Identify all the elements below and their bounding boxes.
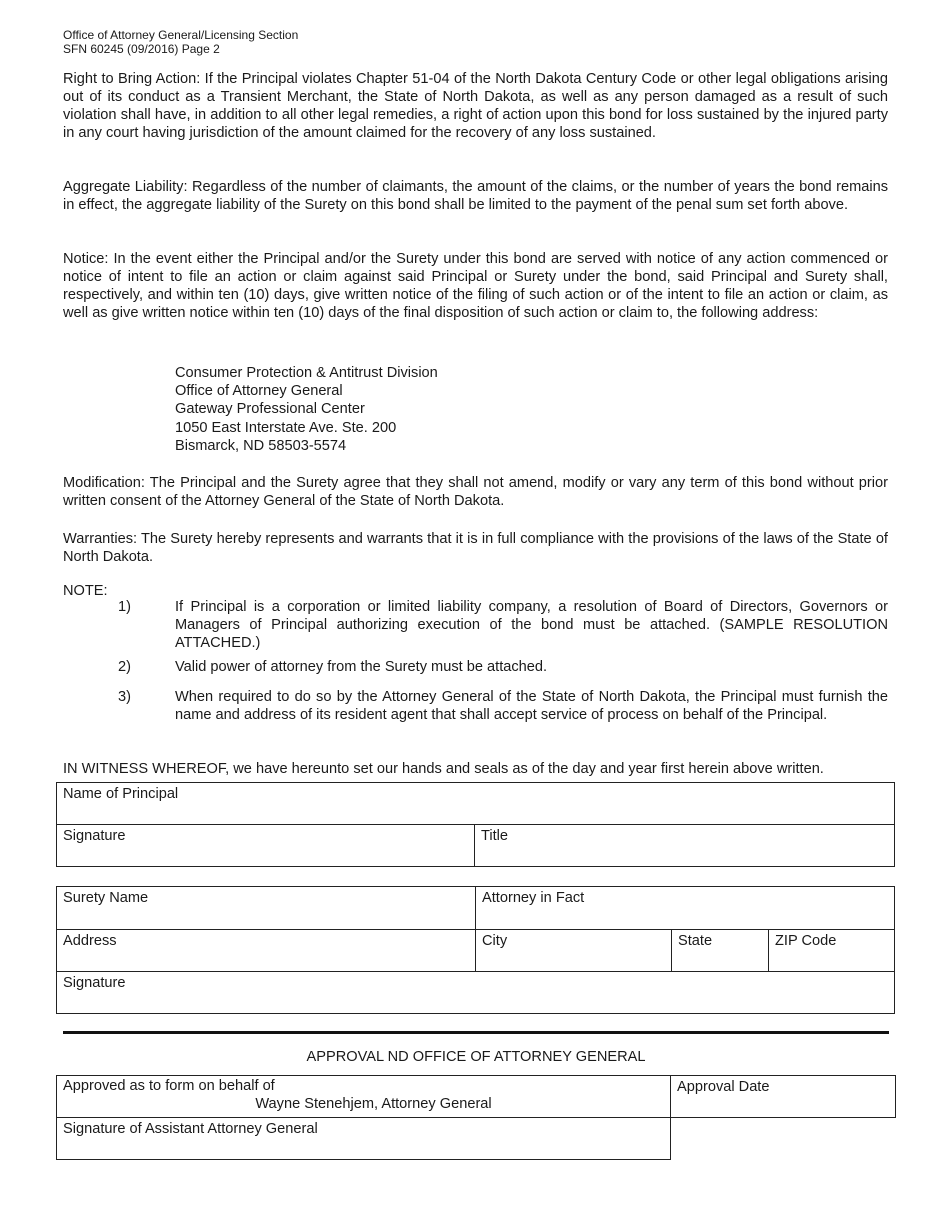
address-line: Bismarck, ND 58503-5574 (175, 437, 347, 454)
surety-city-field[interactable] (476, 930, 672, 972)
note-item-number: 2) (118, 659, 131, 675)
field-label: Title (481, 828, 509, 844)
section-divider (63, 1031, 889, 1034)
field-label: Signature of Assistant Attorney General (63, 1121, 318, 1137)
field-label: Attorney in Fact (482, 890, 585, 906)
address-line: Consumer Protection & Antitrust Division (175, 365, 438, 381)
field-label: Signature (63, 975, 126, 991)
office-name: Office of Attorney General/Licensing Section (63, 28, 299, 42)
mailing-address (175, 364, 438, 455)
field-label: ZIP Code (775, 933, 837, 949)
approval-table (56, 1075, 896, 1160)
approved-as-to-form-field (57, 1076, 671, 1118)
form-id: SFN 60245 (09/2016) Page 2 (63, 42, 220, 56)
empty-cell (671, 1118, 896, 1160)
field-label: Name of Principal (63, 786, 179, 802)
name-of-principal-field[interactable] (57, 783, 895, 825)
assistant-attorney-general-signature-field[interactable] (57, 1118, 671, 1160)
field-label: Signature (63, 828, 126, 844)
attorney-in-fact-field[interactable] (476, 887, 895, 930)
surety-signature-field[interactable] (57, 972, 895, 1014)
attorney-general-name: Wayne Stenehjem, Attorney General (255, 1096, 492, 1112)
right-to-bring-action-paragraph: Right to Bring Action: If the Principal violates Chapter 51-04 of the North Dakota Century Code or other legal obligations arising out of its conduct as a Transient Merchant, the State of North Dakota, as well as any person damaged as a result of such violation shall have, in addition to all other legal remedies, a right of action upon this bond for loss sustained by the injured party in any court having jurisdiction of the amount claimed for the recovery of any loss sustained. (63, 71, 888, 141)
field-label: Surety Name (63, 890, 149, 906)
field-label: Address (63, 933, 117, 949)
surety-zip-code-field[interactable] (769, 930, 895, 972)
witness-statement: IN WITNESS WHEREOF, we have hereunto set our hands and seals as of the day and year first herein above written. (63, 761, 824, 777)
approval-section-title: APPROVAL ND OFFICE OF ATTORNEY GENERAL (306, 1049, 646, 1065)
principal-title-field[interactable] (475, 825, 895, 867)
principal-signature-field[interactable] (57, 825, 475, 867)
principal-table (56, 782, 895, 867)
note-item (118, 688, 888, 724)
address-line: Gateway Professional Center (175, 401, 365, 418)
note-label: NOTE: (63, 583, 108, 599)
modification-paragraph: Modification: The Principal and the Surety agree that they shall not amend, modify or vary any term of this bond without prior written consent of the Attorney General of the State of North Dakota. (63, 475, 888, 509)
form-header (63, 28, 298, 56)
address-line: Office of Attorney General (175, 383, 343, 400)
warranties-paragraph: Warranties: The Surety hereby represents and warrants that it is in full compliance with the provisions of the laws of the State of North Dakota. (63, 531, 888, 565)
approval-date-field[interactable] (671, 1076, 896, 1118)
surety-table (56, 886, 895, 1014)
field-label: Approval Date (677, 1079, 770, 1095)
note-item-text: When required to do so by the Attorney General of the State of North Dakota, the Principal must furnish the name and address of its resident agent that shall accept service of process on behalf of the Principal. (175, 689, 888, 723)
surety-address-field[interactable] (57, 930, 476, 972)
note-item-text: If Principal is a corporation or limited liability company, a resolution of Board of Directors, Governors or Managers of Principal authorizing execution of the bond must be attached. (SAMPLE RESOLUTION ATTACHED.) (175, 599, 888, 651)
note-item (118, 598, 888, 652)
field-label: City (482, 933, 508, 949)
notice-paragraph: Notice: In the event either the Principal and/or the Surety under this bond are served with notice of any action commenced or notice of intent to file an action or claim against said Principal or Surety under the bond, said Principal and Surety shall, respectively, and within ten (10) days, give written notice of the filing of such action or of the intent to file an action or claim, as well as give written notice within ten (10) days of the final disposition of such action or claim to, the following address: (63, 251, 888, 321)
surety-state-field[interactable] (672, 930, 769, 972)
note-item-text: Valid power of attorney from the Surety must be attached. (175, 659, 548, 675)
aggregate-liability-paragraph: Aggregate Liability: Regardless of the number of claimants, the amount of the claims, or the number of years the bond remains in effect, the aggregate liability of the Surety on this bond shall be limited to the payment of the penal sum set forth above. (63, 179, 888, 213)
field-label: State (678, 933, 713, 949)
note-item-number: 1) (118, 599, 131, 615)
note-item-number: 3) (118, 689, 131, 705)
address-line: 1050 East Interstate Ave. Ste. 200 (175, 419, 397, 436)
note-item (118, 658, 888, 676)
surety-name-field[interactable] (57, 887, 476, 930)
field-label: Approved as to form on behalf of (63, 1078, 275, 1094)
